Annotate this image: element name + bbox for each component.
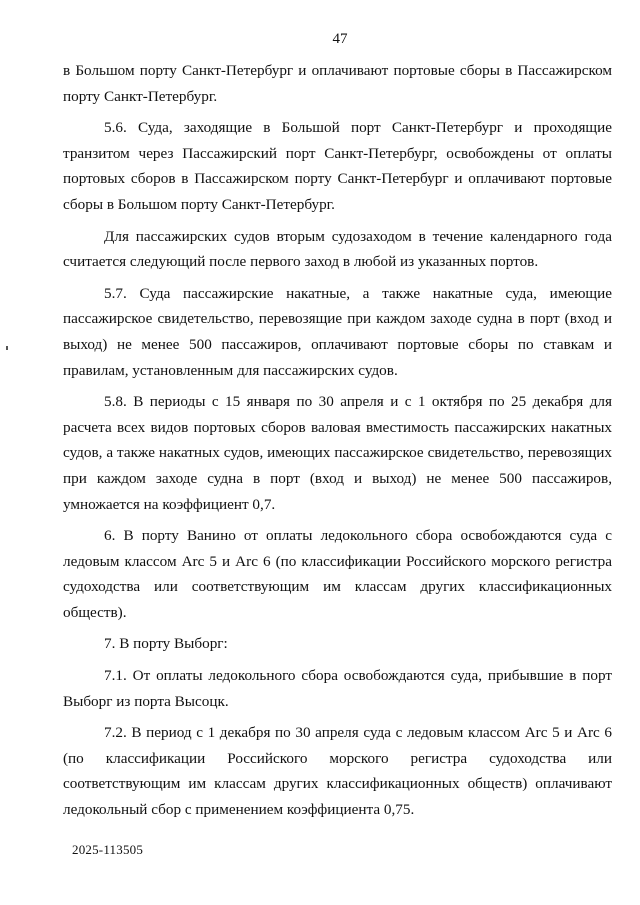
paragraph-5-7: 5.7. Суда пассажирские накатные, а также накатные суда, имеющие пассажирское свидетельство, перевозящие при каждом заходе судна в порт (вход и выход) не менее 500 пассажиров, оплачивают портовые сборы по ставкам и правилам, установленным для пассажирских судов. bbox=[63, 284, 612, 379]
page-number: 47 bbox=[332, 31, 348, 47]
document-code: 2025-113505 bbox=[72, 842, 144, 857]
paragraph-7-2: 7.2. В период с 1 декабря по 30 апреля суда с ледовым классом Arc 5 и Arc 6 (по классификации Российского морского регистра судоходства или соответствующим им классам других классификационных обществ) оплачивают ледокольный сбор с применением коэффициента 0,75. bbox=[63, 724, 612, 819]
paragraph-continuation: в Большом порту Санкт-Петербург и оплачивают портовые сборы в Пассажирском порту Санкт-Петербург. bbox=[63, 62, 612, 105]
paragraph-7: 7. В порту Выборг: bbox=[104, 635, 228, 653]
paragraph-passenger-second-call: Для пассажирских судов вторым судозаходом в течение календарного года считается следующий после первого заход в любой из указанных портов. bbox=[63, 227, 612, 271]
paragraph-7-1: 7.1. От оплаты ледокольного сбора освобождаются суда, прибывшие в порт Выборг из порта Высоцк. bbox=[63, 667, 612, 710]
scan-artifact-mark bbox=[6, 346, 8, 350]
paragraph-5-8: 5.8. В периоды с 15 января по 30 апреля и с 1 октября по 25 декабря для расчета всех видов портовых сборов валовая вместимость пассажирских накатных судов, а также накатных судов, имеющих пассажирское свидетельство, перевозящих при каждом заходе судна в порт (вход и выход) не менее 500 пассажиров, умножается на коэффициент 0,7. bbox=[63, 393, 612, 513]
document-body bbox=[63, 58, 612, 823]
paragraph-5-6: 5.6. Суда, заходящие в Большой порт Санкт-Петербург и проходящие транзитом через Пассажирский порт Санкт-Петербург, освобождены от оплаты портовых сборов в Пассажирском порту Санкт-Петербург и оплачивают портовые сборы в Большом порту Санкт-Петербург. bbox=[63, 119, 612, 213]
paragraph-6: 6. В порту Ванино от оплаты ледокольного сбора освобождаются суда с ледовым классом Arc 5 и Arc 6 (по классификации Российского морского регистра судоходства или соответствующим им классам других классификационных обществ). bbox=[63, 527, 612, 621]
